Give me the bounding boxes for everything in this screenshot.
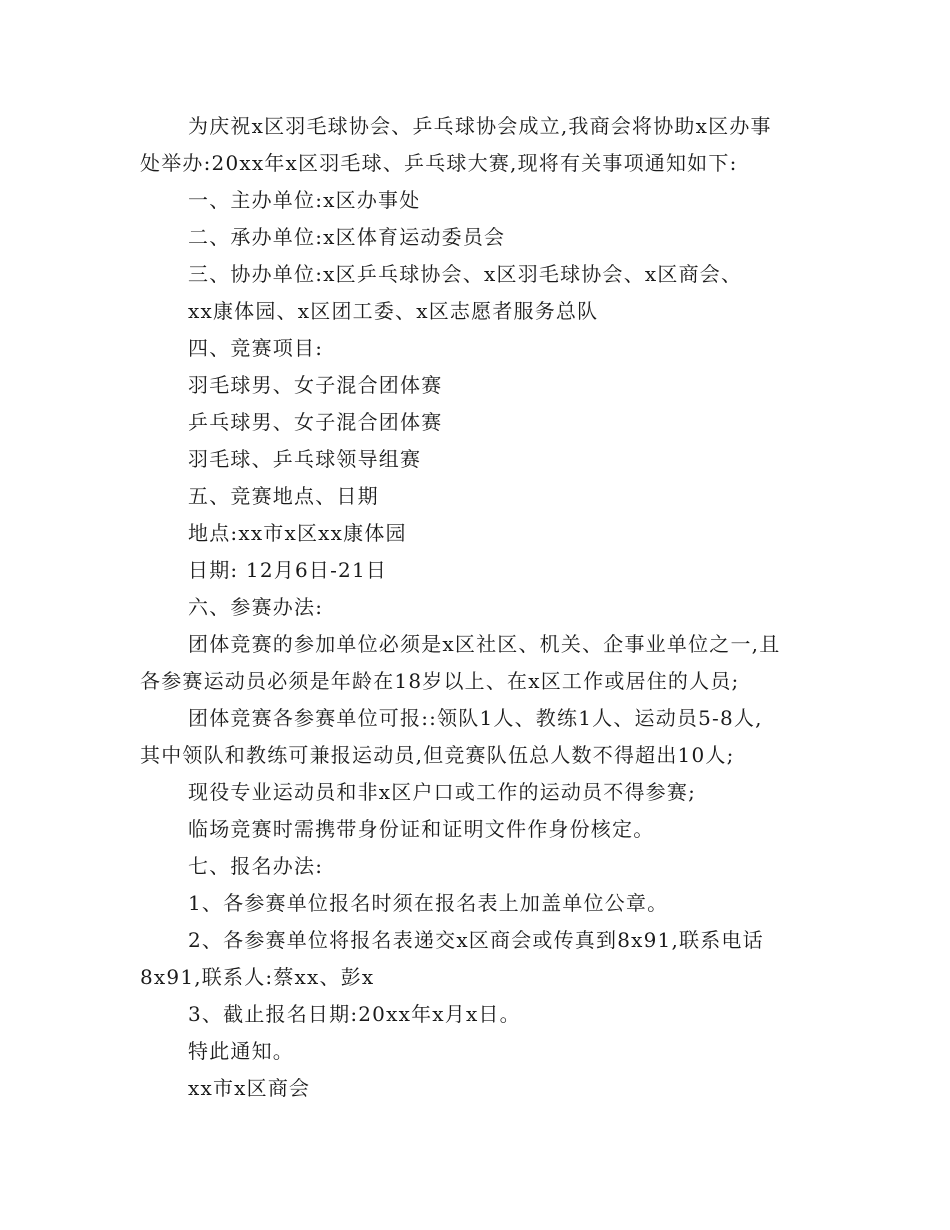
document-line: 临场竞赛时需携带身份证和证明文件作身份核定。	[188, 817, 655, 841]
document-line: 2、各参赛单位将报名表递交x区商会或传真到8x91,联系电话	[188, 928, 764, 952]
document-line: 团体竞赛的参加单位必须是x区社区、机关、企事业单位之一,且	[188, 632, 781, 656]
document-line: 各参赛运动员必须是年龄在18岁以上、在x区工作或居住的人员;	[140, 669, 740, 693]
document-line: 三、协办单位:x区乒乓球协会、x区羽毛球协会、x区商会、	[188, 262, 743, 286]
document-line: 地点:xx市x区xx康体园	[188, 521, 407, 545]
document-line: xx康体园、x区团工委、x区志愿者服务总队	[188, 299, 599, 323]
document-line: 日期: 12月6日-21日	[188, 558, 388, 582]
document-line: 羽毛球、乒乓球领导组赛	[188, 447, 422, 471]
document-line: 五、竞赛地点、日期	[188, 484, 379, 508]
document-line: 8x91,联系人:蔡xx、彭x	[140, 965, 375, 989]
document-body	[140, 108, 820, 1107]
document-line: 为庆祝x区羽毛球协会、乒乓球协会成立,我商会将协助x区办事	[188, 114, 772, 138]
document-line: xx市x区商会	[188, 1076, 311, 1100]
document-line: 处举办:20xx年x区羽毛球、乒乓球大赛,现将有关事项通知如下:	[140, 151, 738, 175]
document-line: 六、参赛办法:	[188, 595, 324, 619]
document-line: 一、主办单位:x区办事处	[188, 188, 421, 212]
document-line: 七、报名办法:	[188, 854, 324, 878]
document-line: 现役专业运动员和非x区户口或工作的运动员不得参赛;	[188, 780, 697, 804]
document-line: 乒乓球男、女子混合团体赛	[188, 410, 443, 434]
document-line: 四、竞赛项目:	[188, 336, 324, 360]
document-line: 特此通知。	[188, 1039, 294, 1063]
document-line: 二、承办单位:x区体育运动委员会	[188, 225, 506, 249]
document-line: 1、各参赛单位报名时须在报名表上加盖单位公章。	[188, 891, 669, 915]
document-line: 羽毛球男、女子混合团体赛	[188, 373, 443, 397]
document-line: 3、截止报名日期:20xx年x月x日。	[188, 1002, 521, 1026]
document-line: 团体竞赛各参赛单位可报::领队1人、教练1人、运动员5-8人,	[188, 706, 763, 730]
document-line: 其中领队和教练可兼报运动员,但竞赛队伍总人数不得超出10人;	[140, 743, 735, 767]
